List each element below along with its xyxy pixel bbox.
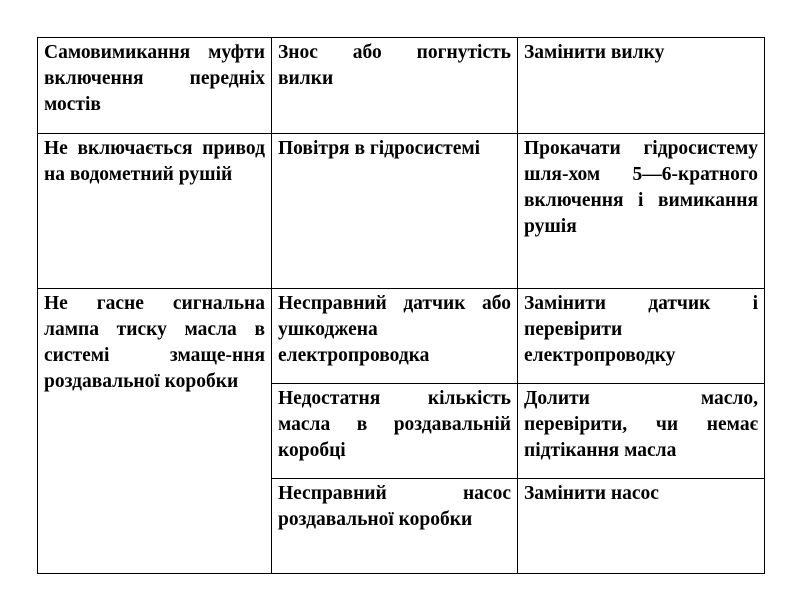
table-row — [38, 38, 765, 134]
table-row — [38, 289, 765, 384]
remedy-cell: Замінити насос — [518, 479, 765, 574]
remedy-cell: Замінити датчик і перевірити електропроводку — [518, 289, 765, 384]
cause-cell: Несправний насос роздавальної коробки — [272, 479, 518, 574]
remedy-cell: Долити масло, перевірити, чи немає підтікання масла — [518, 384, 765, 479]
cause-cell: Несправний датчик або ушкоджена електропроводка — [272, 289, 518, 384]
cause-cell: Повітря в гідросистемі — [272, 134, 518, 289]
fault-table — [37, 37, 765, 574]
cause-cell: Недостатня кількість масла в роздавальній коробці — [272, 384, 518, 479]
fault-cell: Не включається привод на водометний рушій — [38, 134, 272, 289]
fault-cell: Самовимикання муфти включення передніх мостів — [38, 38, 272, 134]
remedy-cell: Замінити вилку — [518, 38, 765, 134]
cause-cell: Знос або погнутість вилки — [272, 38, 518, 134]
fault-cell: Не гасне сигнальна лампа тиску масла в системі змаще-ння роздавальної коробки — [38, 289, 272, 574]
remedy-cell: Прокачати гідросистему шля-хом 5—6-кратного включення і вимикання рушія — [518, 134, 765, 289]
table-row — [38, 134, 765, 289]
